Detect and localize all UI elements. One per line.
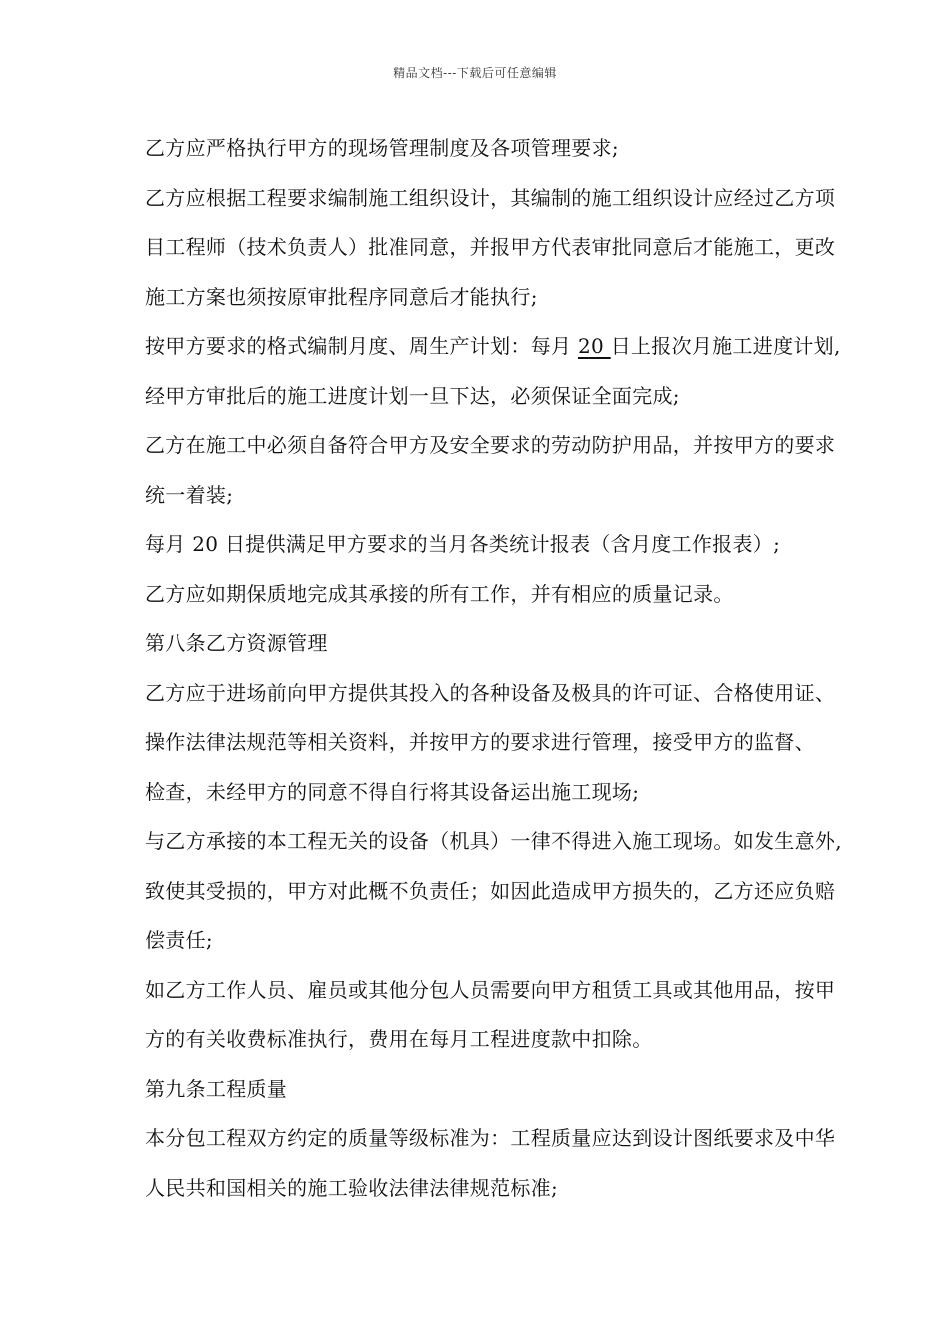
text-line: 致使其受损的，甲方对此概不负责任；如因此造成甲方损失的，乙方还应负赔 bbox=[145, 878, 836, 903]
underlined-day-number: 20 bbox=[577, 334, 611, 358]
document-body bbox=[145, 132, 842, 1221]
section-heading: 第八条乙方资源管理 bbox=[145, 631, 328, 655]
text-segment: 按甲方要求的格式编制月度、周生产计划：每月 bbox=[145, 334, 578, 358]
text-line: 与乙方承接的本工程无关的设备（机具）一律不得进入施工现场。如发生意外, bbox=[145, 829, 842, 853]
text-line: 每月 20 日提供满足甲方要求的当月各类统计报表（含月度工作报表）; bbox=[145, 532, 781, 556]
text-segment: 日上报次月施工进度计划, bbox=[610, 334, 841, 358]
section-heading: 第九条工程质量 bbox=[145, 1076, 288, 1101]
text-line: 乙方应如期保质地完成其承接的所有工作，并有相应的质量记录。 bbox=[145, 581, 734, 606]
text-line: 偿责任; bbox=[145, 928, 213, 952]
text-line: 人民共和国相关的施工验收法律法律规范标准; bbox=[145, 1175, 559, 1200]
text-line: 乙方应根据工程要求编制施工组织设计，其编制的施工组织设计应经过乙方项 bbox=[145, 185, 836, 210]
text-line: 检查，未经甲方的同意不得自行将其设备运出施工现场; bbox=[145, 779, 640, 804]
text-line: 目工程师（技术负责人）批准同意，并报甲方代表审批同意后才能施工，更改 bbox=[145, 235, 836, 259]
text-line: 方的有关收费标准执行，费用在每月工程进度款中扣除。 bbox=[145, 1027, 653, 1051]
text-line-with-underline bbox=[145, 330, 841, 380]
page-header: 精品文档---下载后可任意编辑 bbox=[393, 66, 557, 80]
text-line: 乙方应于进场前向甲方提供其投入的各种设备及极具的许可证、合格使用证、 bbox=[145, 680, 836, 705]
text-line: 统一着装; bbox=[145, 482, 234, 507]
text-line: 操作法律法规范等相关资料，并按甲方的要求进行管理，接受甲方的监督、 bbox=[145, 730, 815, 754]
text-line: 乙方在施工中必须自备符合甲方及安全要求的劳动防护用品，并按甲方的要求 bbox=[145, 433, 836, 457]
text-line: 施工方案也须按原审批程序同意后才能执行; bbox=[145, 284, 538, 309]
text-line: 如乙方工作人员、雇员或其他分包人员需要向甲方租赁工具或其他用品，按甲 bbox=[145, 977, 836, 1002]
text-line: 经甲方审批后的施工进度计划一旦下达，必须保证全面完成; bbox=[145, 383, 680, 408]
text-line: 本分包工程双方约定的质量等级标准为：工程质量应达到设计图纸要求及中华 bbox=[145, 1126, 836, 1150]
text-line: 乙方应严格执行甲方的现场管理制度及各项管理要求; bbox=[145, 136, 619, 160]
